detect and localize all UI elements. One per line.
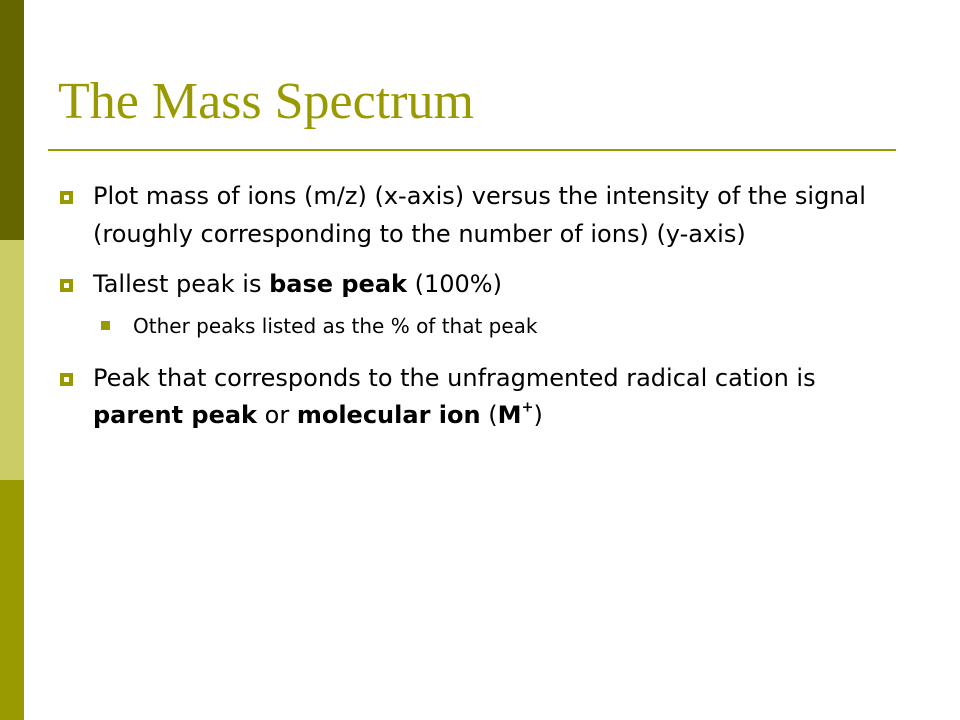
bullet-plot-description [60,178,900,253]
square-bullet-icon [60,373,73,386]
term-parent-peak: parent peak [93,401,258,429]
bullet-parent-peak [60,360,900,435]
symbol-m: M [497,401,522,429]
sidebar-segment-middle [0,240,24,480]
square-bullet-icon [60,191,73,204]
bullet-text: Plot mass of ions (m/z) (x-axis) versus the intensity of the signal (roughly corresponding to the number of ions) (y-axis) [93,182,866,248]
bullet-base-peak [60,266,900,304]
square-bullet-icon [60,279,73,292]
symbol-plus-superscript: + [521,399,534,416]
title-underline [48,149,896,151]
sub-bullet-other-peaks [60,313,900,339]
bullet-text-open-paren: ( [480,401,498,429]
bullet-text-pre: Peak that corresponds to the unfragmented radical cation is [93,363,816,392]
sub-bullet-text: Other peaks listed as the % of that peak [133,313,538,338]
filled-square-bullet-icon [101,321,110,330]
term-base-peak: base peak [269,270,407,298]
slide-body [60,178,900,448]
term-molecular-ion: molecular ion [296,401,481,429]
sidebar-segment-top [0,0,24,240]
slide-title: The Mass Spectrum [58,73,474,130]
bullet-text-mid: or [257,401,297,429]
bullet-text-post: (100%) [406,270,502,298]
bullet-text-pre: Tallest peak is [93,270,270,298]
bullet-text-close-paren: ) [533,401,543,429]
sidebar-segment-bottom [0,480,24,720]
